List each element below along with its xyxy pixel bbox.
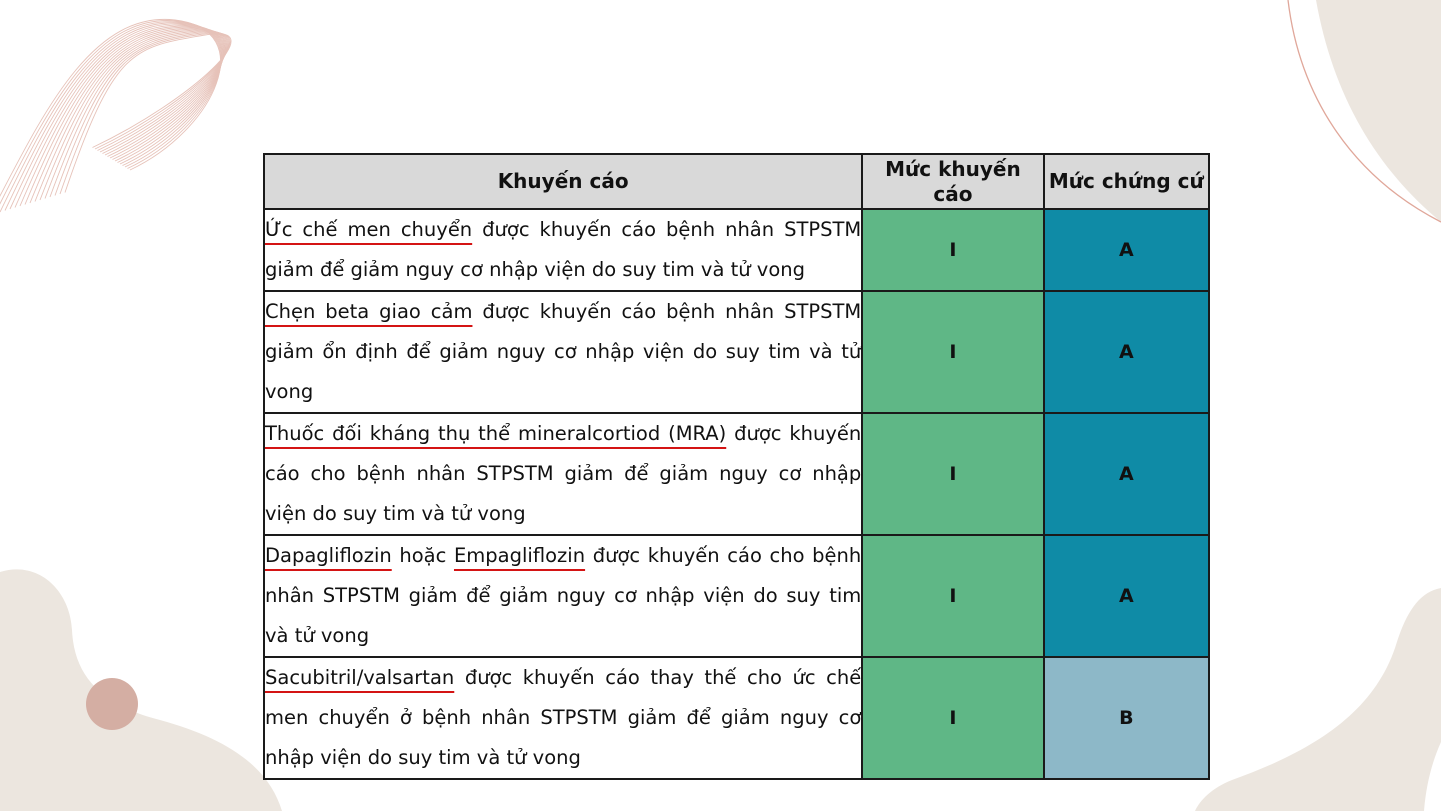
evidence-cell: A <box>1044 291 1209 413</box>
rec-class-cell: I <box>862 413 1043 535</box>
decor-bottom-right-blob <box>1195 588 1441 811</box>
decor-wave-line <box>60 33 230 194</box>
recommendation-text <box>264 209 862 291</box>
drug-name: Thuốc đối kháng thụ thể mineralcortiod (MRA) <box>265 422 727 445</box>
table-row <box>264 535 1209 657</box>
decor-top-right-shape <box>1316 0 1441 222</box>
rec-class-cell: I <box>862 657 1043 779</box>
table-row <box>264 413 1209 535</box>
table-row <box>264 291 1209 413</box>
evidence-cell: A <box>1044 535 1209 657</box>
table-row <box>264 657 1209 779</box>
drug-name: Dapagliflozin <box>265 544 392 567</box>
drug-name: Sacubitril/valsartan <box>265 666 455 689</box>
decor-bottom-left-blob <box>0 569 282 811</box>
drug-name-2: Empagliflozin <box>453 544 586 567</box>
recommendation-text <box>264 657 862 779</box>
rec-class-cell: I <box>862 535 1043 657</box>
evidence-cell: A <box>1044 413 1209 535</box>
decor-wave-line <box>25 27 224 205</box>
header-recommendation: Khuyến cáo <box>264 154 862 209</box>
recommendation-text <box>264 535 862 657</box>
rec-class-cell: I <box>862 209 1043 291</box>
table-header-row <box>264 154 1209 209</box>
table-row <box>264 209 1209 291</box>
decor-dot <box>86 678 138 730</box>
recommendation-rest: được khuyến cáo bệnh nhân STPSTM giảm để giảm nguy cơ nhập viện do suy tim và tử vong <box>265 218 862 281</box>
recommendation-text <box>264 291 862 413</box>
recommendation-rest: được khuyến cáo bệnh nhân STPSTM giảm ổn định để giảm nguy cơ nhập viện do suy tim và tử vong <box>265 300 862 403</box>
header-rec-class: Mức khuyến cáo <box>862 154 1043 209</box>
header-evidence: Mức chứng cứ <box>1044 154 1209 209</box>
recommendation-rest: được khuyến cáo thay thế cho ức chế men chuyển ở bệnh nhân STPSTM giảm để giảm nguy cơ nhập viện do suy tim và tử vong <box>265 666 862 769</box>
evidence-cell: B <box>1044 657 1209 779</box>
recommendation-table <box>263 153 1210 780</box>
decor-wave-lines <box>0 19 231 215</box>
recommendation-mid: hoặc <box>391 544 454 567</box>
rec-class-cell: I <box>862 291 1043 413</box>
decor-wave-line <box>50 31 228 197</box>
drug-name: Chẹn beta giao cảm <box>265 300 473 323</box>
recommendation-rest: được khuyến cáo cho bệnh nhân STPSTM giảm để giảm nguy cơ nhập viện do suy tim và tử vong <box>265 544 862 647</box>
evidence-cell: A <box>1044 209 1209 291</box>
recommendation-rest: được khuyến cáo cho bệnh nhân STPSTM giảm để giảm nguy cơ nhập viện do suy tim và tử vong <box>265 422 862 525</box>
recommendation-text <box>264 413 862 535</box>
drug-name: Ức chế men chuyển <box>265 218 473 241</box>
